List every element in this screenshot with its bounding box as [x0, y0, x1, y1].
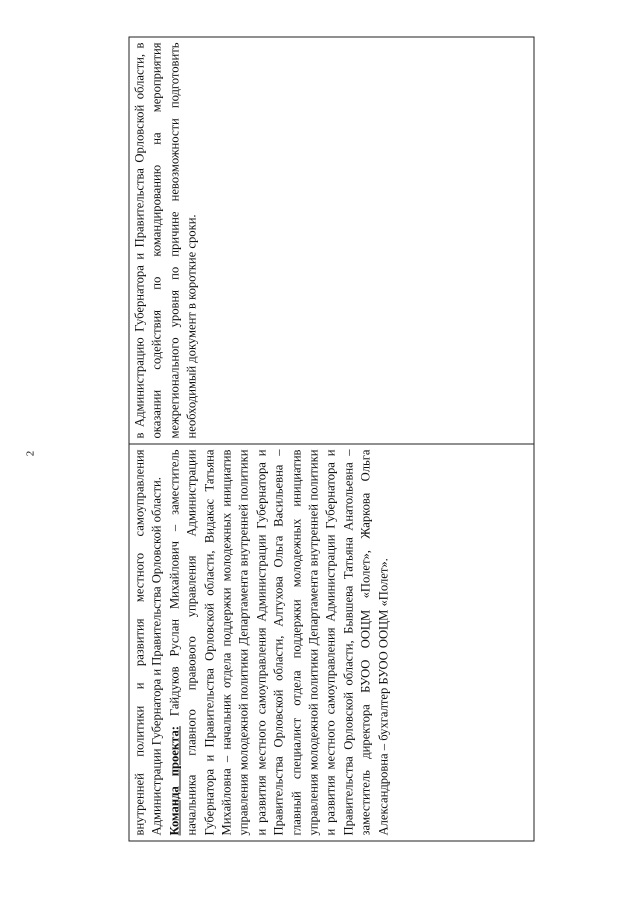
project-team-text: Гайдуков Руслан Михайлович – заместитель начальника главного правового управления Администрации Губернатора и Правительства Орловской области, Видакас Татьяна Михайловна – начальник отдела поддержки молодежных инициатив управления молодежной политики Департамента внутренней политики и развития местного самоуправления Администрации Губернатора и Правительства Орловской области, Алтухова Ольга Васильевна – главный специалист отдела поддержки молодежных инициатив управления молодежной политики Департамента внутренней политики и развития местного самоуправления Администрации Губернатора и Правительства Орловской области, Бывшева Татьяна Анатольевна – заместитель директора БУОО ООЦМ «Полет», Жаркова Ольга Александровна – бухгалтер БУОО ООЦМ «Полет».: [166, 449, 390, 836]
table-row: [129, 37, 534, 841]
cell-right-text: в Администрацию Губернатора и Правительства Орловской области, в оказании содействия по командированию на мероприятия межрегионального уровня по причине невозможности подготовить необходимый документ в короткие сроки.: [132, 42, 199, 439]
document-table: [128, 37, 534, 842]
page-number: 2: [24, 450, 37, 457]
table-cell-left: [129, 444, 534, 841]
table-cell-right: [129, 37, 534, 444]
project-team-paragraph: [166, 450, 392, 836]
project-team-label: Команда проекта:: [166, 726, 181, 836]
cell-intro-text: внутренней политики и развития местного самоуправления Администрации Губернатора и Правительства Орловской области.: [132, 449, 164, 836]
